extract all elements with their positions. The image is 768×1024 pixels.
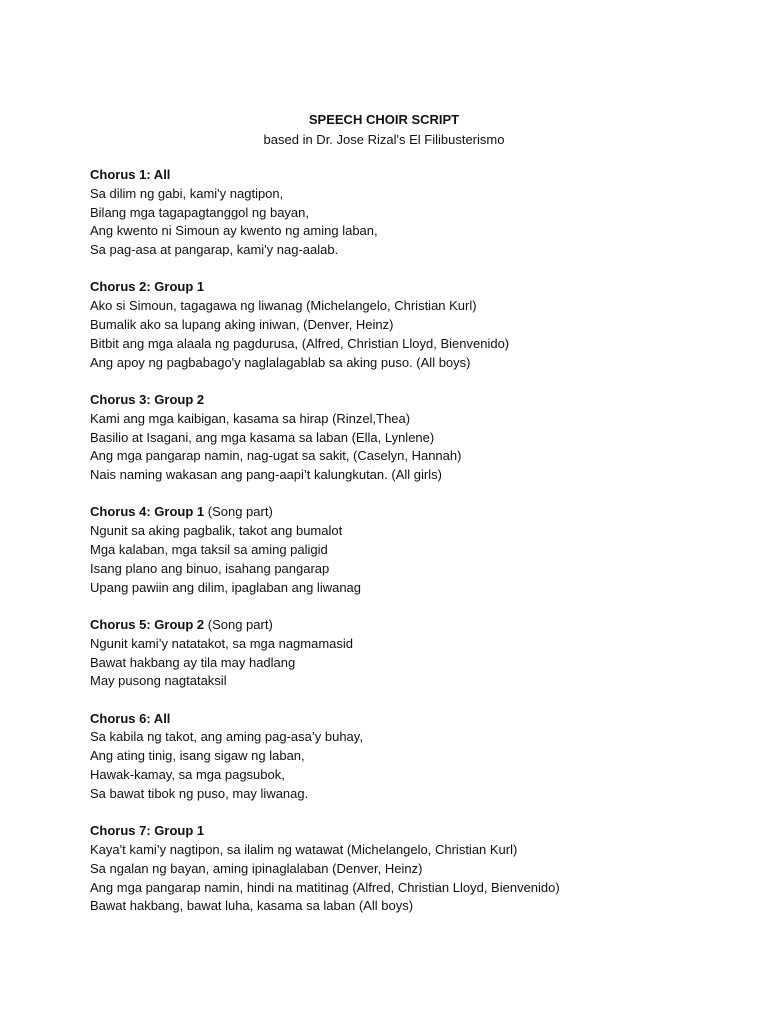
chorus-heading-label: Chorus 6: All bbox=[90, 710, 171, 726]
document-header bbox=[0, 111, 768, 149]
chorus-line: Ang mga pangarap namin, nag-ugat sa sakit, (Caselyn, Hannah) bbox=[90, 448, 462, 464]
chorus-line: Sa ngalan ng bayan, aming ipinaglalaban (Denver, Heinz) bbox=[90, 860, 423, 876]
chorus-section bbox=[90, 166, 710, 260]
chorus-line: Mga kalaban, mga taksil sa aming paligid bbox=[90, 542, 328, 558]
chorus-heading-label: Chorus 5: Group 2 bbox=[90, 616, 205, 632]
chorus-heading bbox=[90, 391, 710, 410]
chorus-heading bbox=[90, 710, 710, 729]
chorus-heading bbox=[90, 278, 710, 297]
chorus-heading-label: Chorus 7: Group 1 bbox=[90, 823, 205, 839]
chorus-line: Upang pawiin ang dilim, ipaglaban ang liwanag bbox=[90, 579, 362, 595]
chorus-line: Bilang mga tagapagtanggol ng bayan, bbox=[90, 204, 310, 220]
chorus-line: Ang ating tinig, isang sigaw ng laban, bbox=[90, 748, 305, 764]
chorus-line: Basilio at Isagani, ang mga kasama sa laban (Ella, Lynlene) bbox=[90, 429, 435, 445]
script-body bbox=[90, 166, 710, 935]
chorus-line: Ang apoy ng pagbabago'y naglalagablab sa aking puso. (All boys) bbox=[90, 354, 471, 370]
document-subtitle: based in Dr. Jose Rizal's El Filibusterismo bbox=[263, 132, 505, 147]
chorus-line: Bawat hakbang, bawat luha, kasama sa laban (All boys) bbox=[90, 898, 414, 914]
chorus-heading bbox=[90, 503, 710, 522]
chorus-heading-note: (Song part) bbox=[204, 616, 273, 632]
document-title: SPEECH CHOIR SCRIPT bbox=[308, 112, 460, 127]
chorus-line: Sa pag-asa at pangarap, kami'y nag-aalab. bbox=[90, 242, 339, 258]
chorus-section bbox=[90, 616, 710, 691]
chorus-line: Bawat hakbang ay tila may hadlang bbox=[90, 654, 296, 670]
chorus-line: Sa bawat tibok ng puso, may liwanag. bbox=[90, 785, 309, 801]
chorus-section bbox=[90, 710, 710, 804]
chorus-line: Isang plano ang binuo, isahang pangarap bbox=[90, 560, 330, 576]
chorus-line: Ang kwento ni Simoun ay kwento ng aming laban, bbox=[90, 223, 378, 239]
chorus-line: Ako si Simoun, tagagawa ng liwanag (Michelangelo, Christian Kurl) bbox=[90, 298, 477, 314]
chorus-line: Hawak-kamay, sa mga pagsubok, bbox=[90, 767, 285, 783]
chorus-line: May pusong nagtataksil bbox=[90, 673, 227, 689]
chorus-section bbox=[90, 391, 710, 485]
chorus-line: Ngunit sa aking pagbalik, takot ang bumalot bbox=[90, 523, 343, 539]
chorus-line: Kaya't kami’y nagtipon, sa ilalim ng watawat (Michelangelo, Christian Kurl) bbox=[90, 841, 518, 857]
chorus-line: Sa kabila ng takot, ang aming pag-asa’y buhay, bbox=[90, 729, 363, 745]
chorus-heading bbox=[90, 822, 710, 841]
chorus-section bbox=[90, 503, 710, 597]
chorus-heading bbox=[90, 616, 710, 635]
chorus-line: Ang mga pangarap namin, hindi na matitinag (Alfred, Christian Lloyd, Bienvenido) bbox=[90, 879, 560, 895]
chorus-line: Nais naming wakasan ang pang-aapi’t kalungkutan. (All girls) bbox=[90, 467, 442, 483]
chorus-line: Bitbit ang mga alaala ng pagdurusa, (Alfred, Christian Lloyd, Bienvenido) bbox=[90, 335, 510, 351]
chorus-heading-label: Chorus 4: Group 1 bbox=[90, 504, 205, 520]
chorus-line: Kami ang mga kaibigan, kasama sa hirap (Rinzel,Thea) bbox=[90, 410, 411, 426]
chorus-line: Ngunit kami’y natatakot, sa mga nagmamasid bbox=[90, 635, 354, 651]
chorus-heading-label: Chorus 1: All bbox=[90, 167, 171, 182]
chorus-heading-note: (Song part) bbox=[204, 504, 273, 520]
chorus-section bbox=[90, 278, 710, 372]
chorus-heading-label: Chorus 2: Group 1 bbox=[90, 279, 205, 295]
chorus-section bbox=[90, 822, 710, 916]
chorus-line: Bumalik ako sa lupang aking iniwan, (Denver, Heinz) bbox=[90, 317, 394, 333]
chorus-line: Sa dilim ng gabi, kami'y nagtipon, bbox=[90, 185, 284, 201]
chorus-heading-label: Chorus 3: Group 2 bbox=[90, 391, 205, 407]
chorus-heading bbox=[90, 166, 710, 185]
